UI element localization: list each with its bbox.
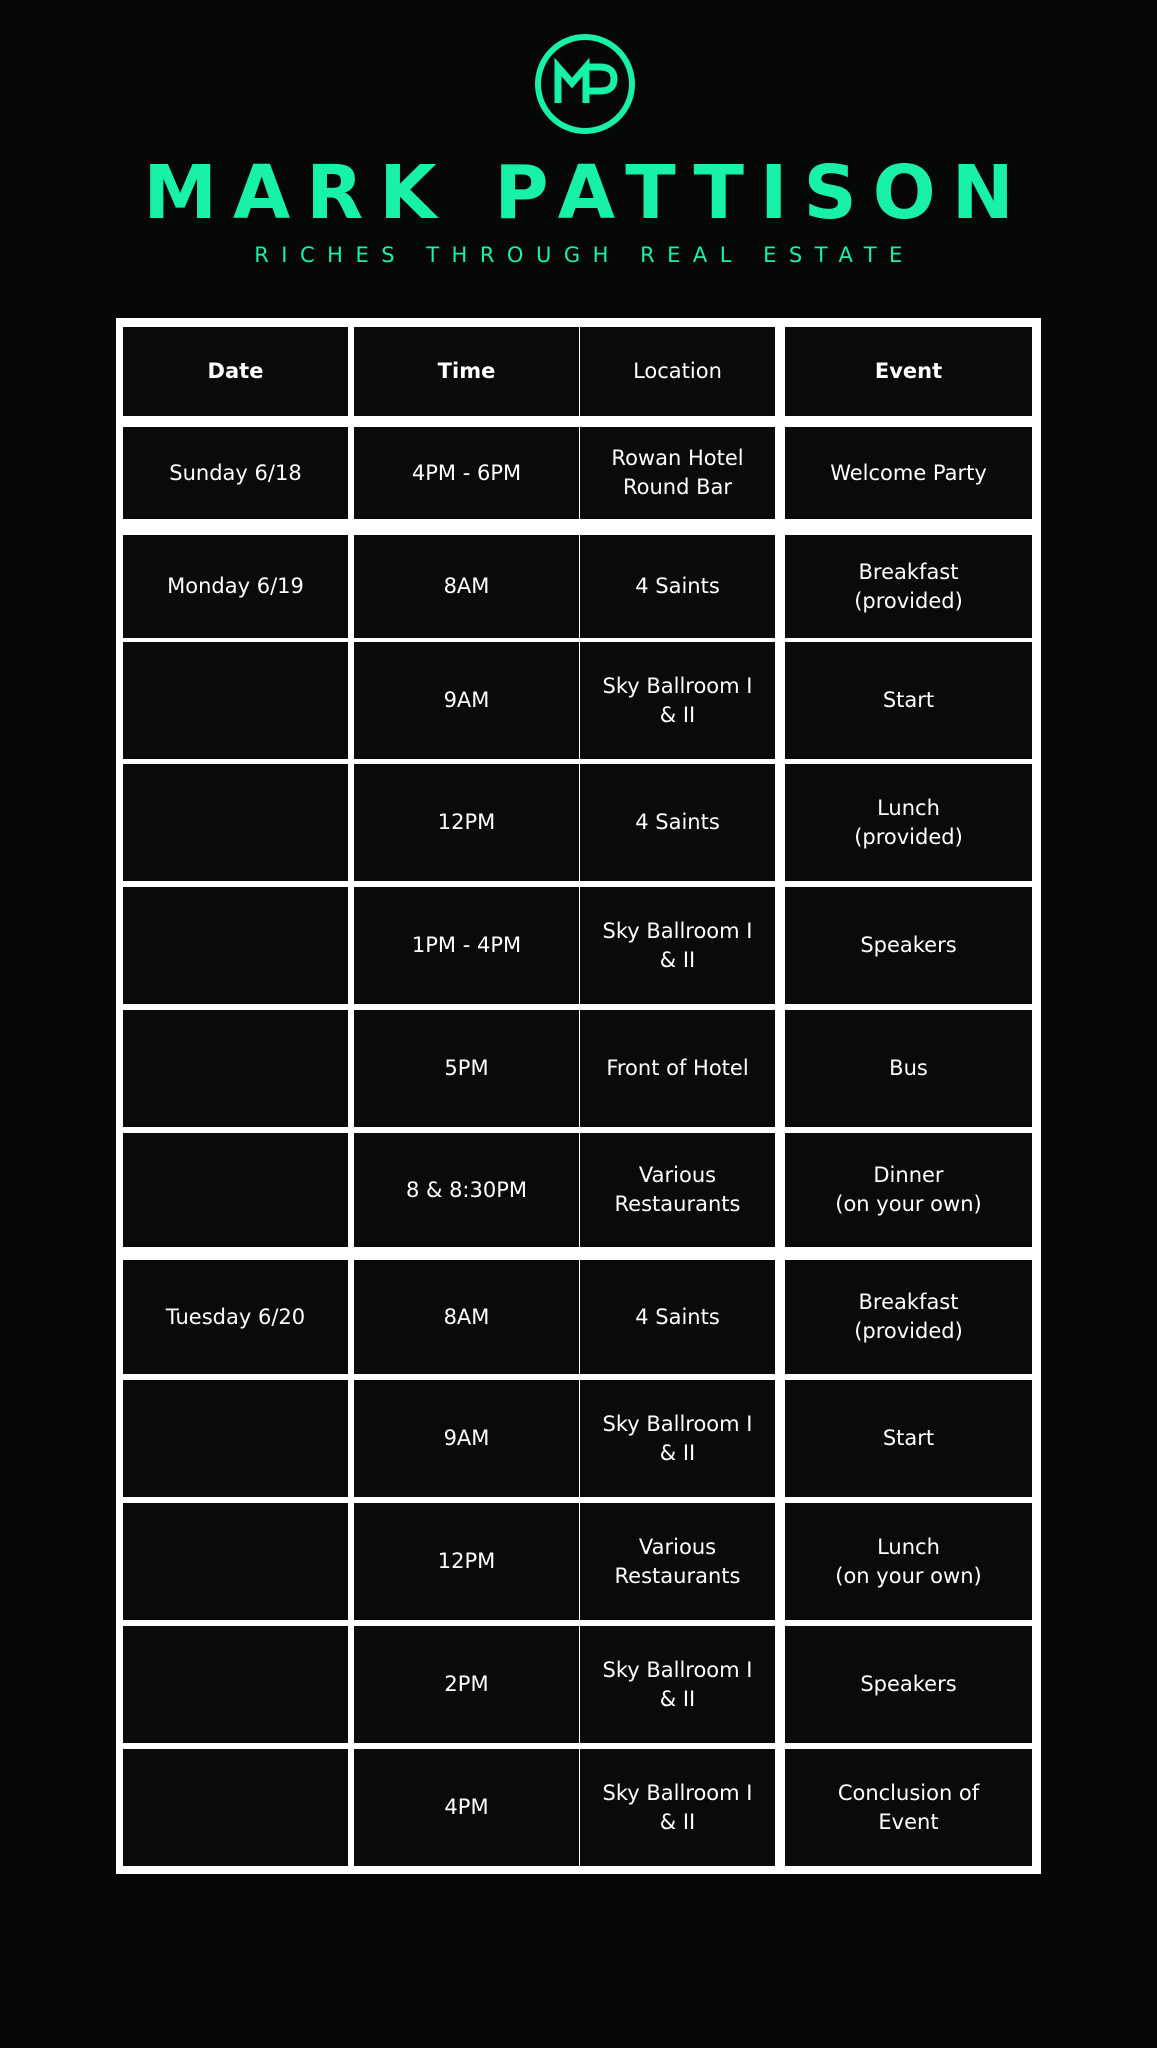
cell-date — [123, 1010, 348, 1127]
cell-event: Breakfast (provided) — [785, 1260, 1032, 1374]
cell-location: Sky Ballroom I & II — [580, 887, 775, 1004]
cell-time: 9AM — [354, 642, 579, 759]
cell-date — [123, 642, 348, 759]
cell-date — [123, 887, 348, 1004]
cell-time: 2PM — [354, 1626, 579, 1743]
cell-event: Start — [785, 1380, 1032, 1497]
brand-name: MARK PATTISON — [143, 150, 1030, 236]
cell-date — [123, 1503, 348, 1620]
cell-location: Sky Ballroom I & II — [580, 1626, 775, 1743]
cell-location: Sky Ballroom I & II — [580, 642, 775, 759]
cell-location: 4 Saints — [580, 1260, 775, 1374]
cell-event: Speakers — [785, 1626, 1032, 1743]
cell-time: 12PM — [354, 1503, 579, 1620]
cell-date: Tuesday 6/20 — [123, 1260, 348, 1374]
cell-date: Sunday 6/18 — [123, 427, 348, 519]
cell-time: 5PM — [354, 1010, 579, 1127]
cell-time: 1PM - 4PM — [354, 887, 579, 1004]
cell-location: Various Restaurants — [580, 1133, 775, 1247]
cell-time: 12PM — [354, 764, 579, 881]
cell-location: Various Restaurants — [580, 1503, 775, 1620]
cell-location: 4 Saints — [580, 535, 775, 638]
cell-location: Rowan Hotel Round Bar — [580, 427, 775, 519]
cell-date — [123, 1133, 348, 1247]
cell-event: Breakfast (provided) — [785, 535, 1032, 638]
cell-location: Sky Ballroom I & II — [580, 1380, 775, 1497]
cell-time: 8 & 8:30PM — [354, 1133, 579, 1247]
header-event: Event — [785, 327, 1032, 416]
header-time: Time — [354, 327, 579, 416]
header-location: Location — [580, 327, 775, 416]
cell-location: Sky Ballroom I & II — [580, 1749, 775, 1866]
cell-event: Lunch (provided) — [785, 764, 1032, 881]
cell-event: Bus — [785, 1010, 1032, 1127]
cell-location: Front of Hotel — [580, 1010, 775, 1127]
cell-event: Start — [785, 642, 1032, 759]
cell-event: Speakers — [785, 887, 1032, 1004]
cell-time: 4PM — [354, 1749, 579, 1866]
cell-event: Dinner (on your own) — [785, 1133, 1032, 1247]
cell-time: 9AM — [354, 1380, 579, 1497]
mp-monogram-logo — [534, 33, 636, 135]
cell-event: Welcome Party — [785, 427, 1032, 519]
cell-date: Monday 6/19 — [123, 535, 348, 638]
header-date: Date — [123, 327, 348, 416]
cell-event: Conclusion of Event — [785, 1749, 1032, 1866]
cell-date — [123, 1380, 348, 1497]
cell-time: 8AM — [354, 535, 579, 638]
cell-date — [123, 1749, 348, 1866]
brand-tagline: RICHES THROUGH REAL ESTATE — [254, 243, 915, 267]
cell-date — [123, 1626, 348, 1743]
cell-date — [123, 764, 348, 881]
cell-event: Lunch (on your own) — [785, 1503, 1032, 1620]
schedule-table — [116, 318, 1041, 1874]
cell-time: 4PM - 6PM — [354, 427, 579, 519]
cell-time: 8AM — [354, 1260, 579, 1374]
cell-location: 4 Saints — [580, 764, 775, 881]
